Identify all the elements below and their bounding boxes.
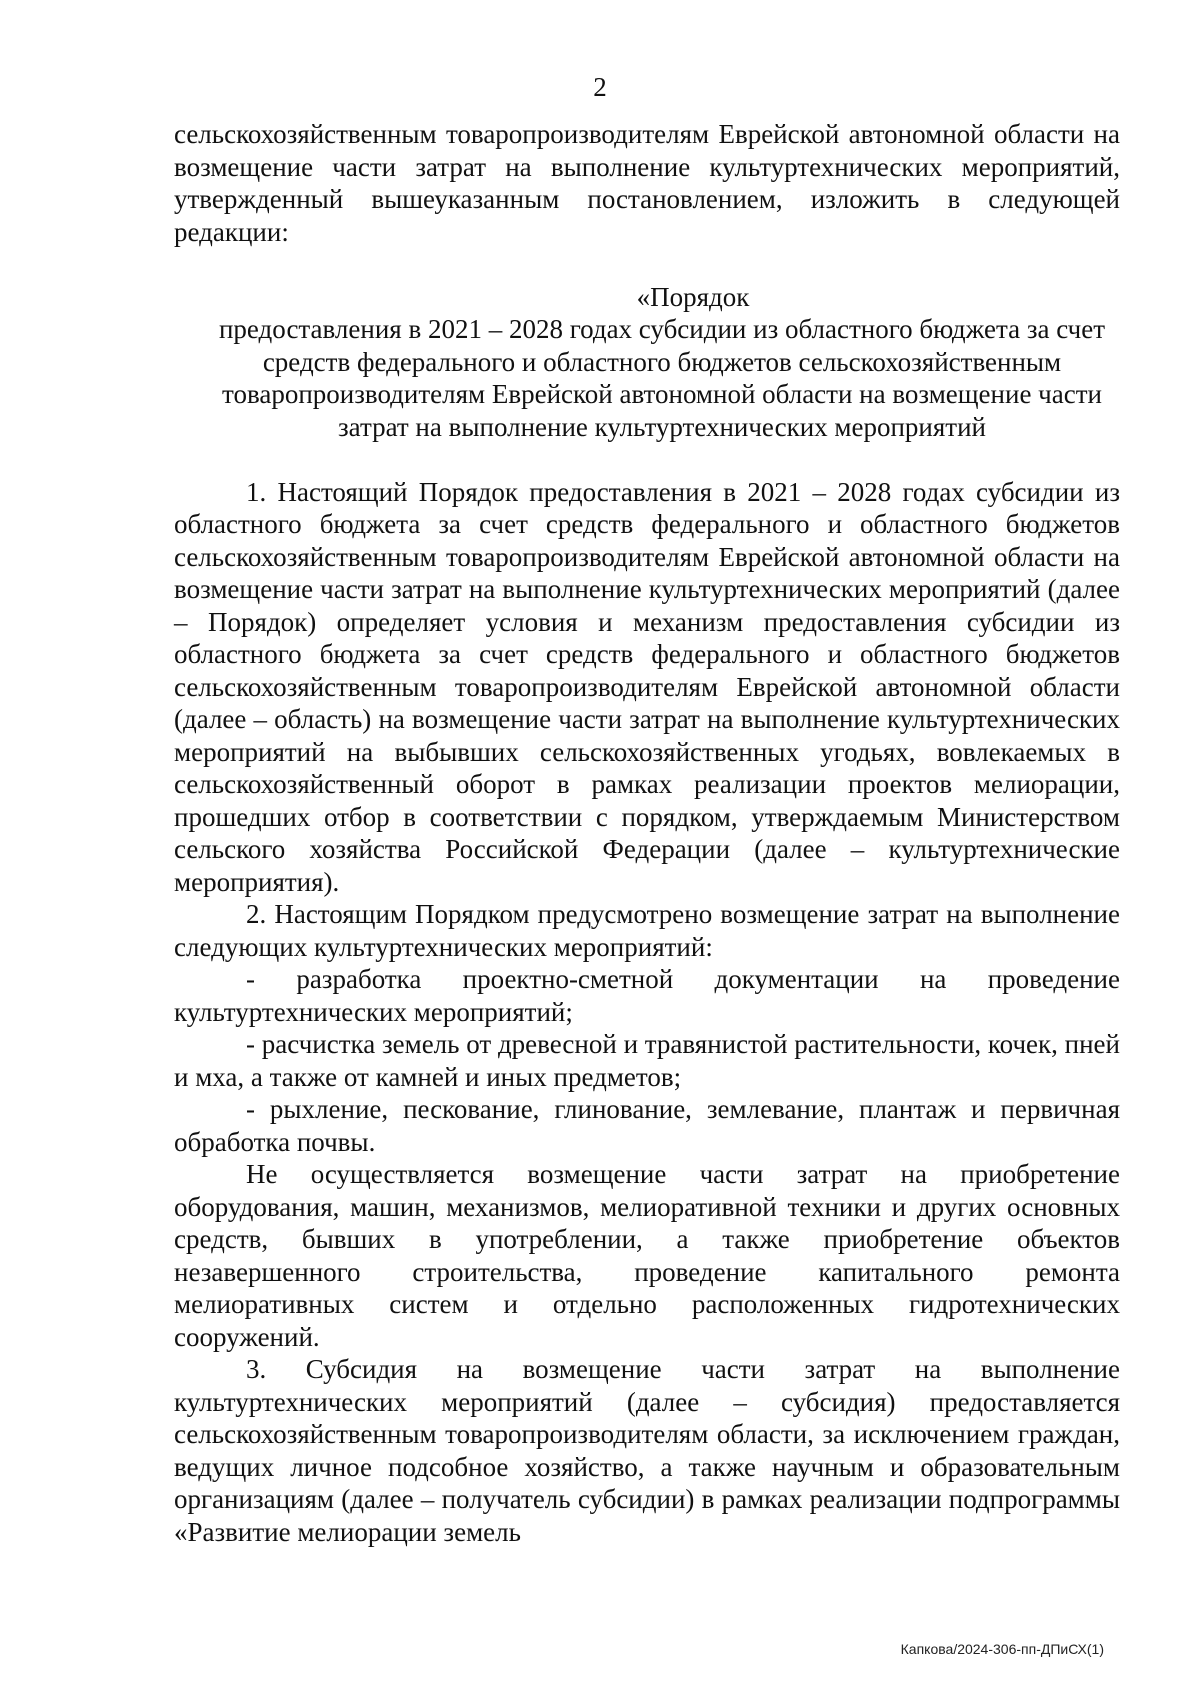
intro-paragraph: сельскохозяйственным товаропроизводителям Еврейской автономной области на возмещение части затрат на выполнение культуртехнических мероприятий, утвержденный вышеуказанным постановлением, изложить в следующей редакции: <box>174 119 1120 247</box>
order-title: «Порядок <box>636 281 750 312</box>
document-body <box>174 118 1120 1548</box>
clause-2-exclusion: Не осуществляется возмещение части затрат на приобретение оборудования, машин, механизмов, мелиоративной техники и других основных средств, бывших в употреблении, а также приобретение объектов незавершенного строительства, проведение капитального ремонта мелиоративных систем и отдельно расположенных гидротехнических сооружений. <box>174 1159 1120 1352</box>
clause-2: 2. Настоящим Порядком предусмотрено возмещение затрат на выполнение следующих культуртехнических мероприятий: <box>174 899 1120 962</box>
clause-2-item: - расчистка земель от древесной и травянистой растительности, кочек, пней и мха, а также от камней и иных предметов; <box>174 1029 1120 1092</box>
clause-1: 1. Настоящий Порядок предоставления в 2021 – 2028 годах субсидии из областного бюджета за счет средств федерального и областного бюджетов сельскохозяйственным товаропроизводителям Еврейской автономной области на возмещение части затрат на выполнение культуртехнических мероприятий (далее – Порядок) определяет условия и механизм предоставления субсидии из областного бюджета за счет средств федерального и областного бюджетов сельскохозяйственным товаропроизводителям Еврейской автономной области (далее – область) на возмещение части затрат на выполнение культуртехнических мероприятий на выбывших сельскохозяйственных угодьях, вовлекаемых в сельскохозяйственный оборот в рамках реализации проектов мелиорации, прошедших отбор в соответствии с порядком, утверждаемым Министерством сельского хозяйства Российской Федерации (далее – культуртехнические мероприятия). <box>174 476 1120 897</box>
spacer <box>174 248 1120 281</box>
clause-2-item: - разработка проектно-сметной документации на проведение культуртехнических мероприятий; <box>174 964 1120 1027</box>
document-reference-code: Капкова/2024-306-пп-ДПиСХ(1) <box>900 1641 1104 1657</box>
clause-2-item: - рыхление, пескование, глинование, землевание, плантаж и первичная обработка почвы. <box>174 1094 1120 1157</box>
clause-3: 3. Субсидия на возмещение части затрат на выполнение культуртехнических мероприятий (далее – субсидия) предоставляется сельскохозяйственным товаропроизводителям области, за исключением граждан, ведущих личное подсобное хозяйство, а также научным и образовательным организациям (далее – получатель субсидии) в рамках реализации подпрограммы «Развитие мелиорации земель <box>174 1354 1120 1547</box>
spacer <box>174 443 1120 476</box>
page-number: 2 <box>593 72 607 102</box>
order-subtitle: предоставления в 2021 – 2028 годах субсидии из областного бюджета за счет средств федерального и областного бюджетов сельскохозяйственным товаропроизводителям Еврейской автономной области на возмещение части затрат на выполнение культуртехнических мероприятий <box>218 314 1106 442</box>
